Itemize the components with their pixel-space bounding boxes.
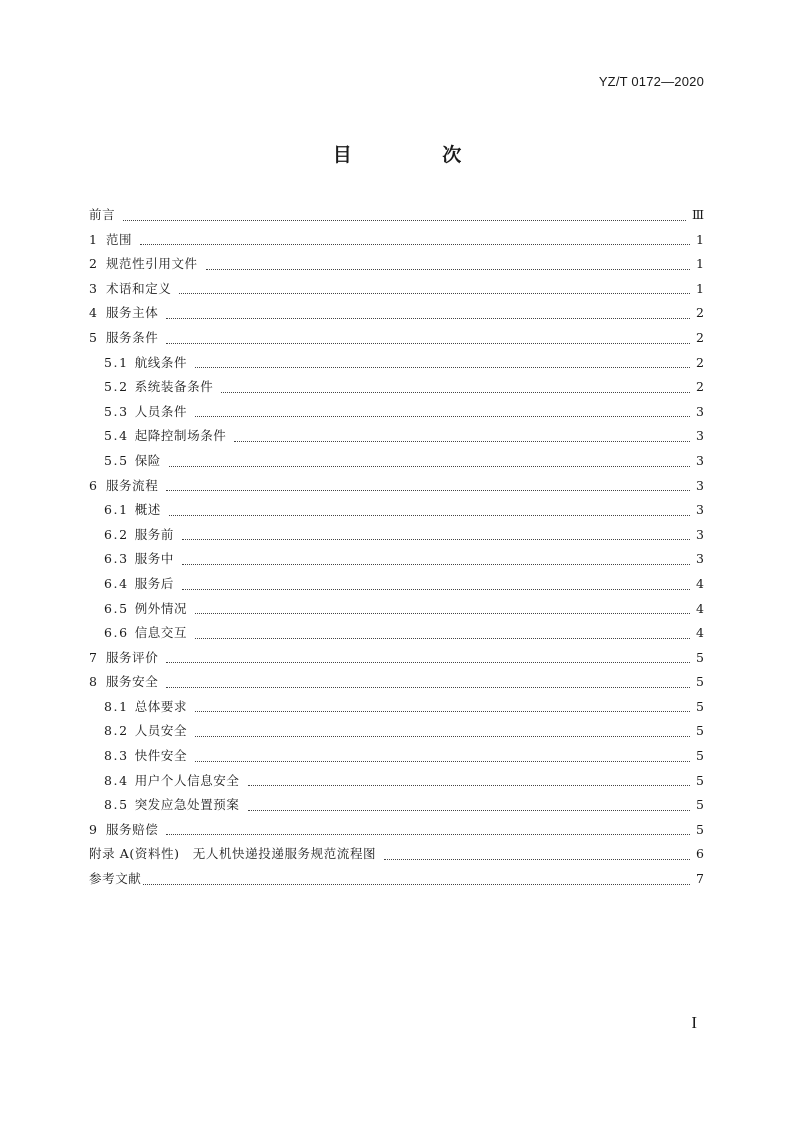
toc-entry-title: 服务评价 bbox=[105, 649, 159, 665]
toc-entry-number: 8.1 bbox=[104, 698, 129, 714]
toc-entry-number: 6.5 bbox=[104, 600, 129, 616]
toc-entry[interactable] bbox=[89, 449, 704, 474]
toc-entry-title: 总体要求 bbox=[134, 698, 188, 714]
toc-entry[interactable] bbox=[89, 670, 704, 695]
toc-entry-title: 起降控制场条件 bbox=[134, 428, 227, 444]
toc-entry-title: 范围 bbox=[105, 231, 133, 247]
toc-entry[interactable] bbox=[89, 597, 704, 622]
toc-entry-number: 8.5 bbox=[104, 797, 129, 813]
dot-leader bbox=[248, 810, 691, 811]
toc-entry-title: 服务安全 bbox=[105, 674, 159, 690]
toc-entry-page: 3 bbox=[696, 551, 704, 567]
toc-entry-page: 2 bbox=[696, 329, 704, 345]
toc-entry-title: 附录 A(资料性) 无人机快递投递服务规范流程图 bbox=[89, 846, 377, 862]
toc-entry-page: 3 bbox=[696, 526, 704, 542]
toc-entry[interactable] bbox=[89, 867, 704, 892]
standard-code: YZ/T 0172—2020 bbox=[598, 74, 704, 89]
toc-entry-page: 2 bbox=[696, 354, 704, 370]
dot-leader bbox=[166, 490, 690, 491]
dot-leader bbox=[166, 318, 690, 319]
toc-entry[interactable] bbox=[89, 203, 704, 228]
toc-entry-number: 3 bbox=[89, 280, 97, 296]
toc-entry-page: 3 bbox=[696, 502, 704, 518]
toc-entry-number: 6.1 bbox=[104, 502, 129, 518]
dot-leader bbox=[195, 367, 690, 368]
toc-entry-number: 2 bbox=[89, 256, 97, 272]
toc-entry-number: 5.1 bbox=[104, 354, 129, 370]
toc-entry[interactable] bbox=[89, 572, 704, 597]
toc-entry-number: 1 bbox=[89, 231, 97, 247]
toc-entry-page: 2 bbox=[696, 379, 704, 395]
table-of-contents bbox=[89, 203, 704, 892]
dot-leader bbox=[195, 711, 690, 712]
toc-entry[interactable] bbox=[89, 646, 704, 671]
toc-entry-number: 8.4 bbox=[104, 772, 129, 788]
toc-entry-number: 5.5 bbox=[104, 452, 129, 468]
toc-entry-page: 4 bbox=[696, 625, 704, 641]
toc-entry-number: 6.4 bbox=[104, 575, 129, 591]
dot-leader bbox=[166, 687, 690, 688]
toc-entry-title: 人员安全 bbox=[134, 723, 188, 739]
toc-entry-page: 5 bbox=[696, 674, 704, 690]
toc-entry[interactable] bbox=[89, 842, 704, 867]
dot-leader bbox=[195, 761, 690, 762]
toc-entry[interactable] bbox=[89, 252, 704, 277]
toc-entry-page: 2 bbox=[696, 305, 704, 321]
toc-entry[interactable] bbox=[89, 719, 704, 744]
toc-entry-title: 服务后 bbox=[134, 575, 174, 591]
toc-entry-title: 服务条件 bbox=[105, 329, 159, 345]
dot-leader bbox=[195, 416, 690, 417]
dot-leader bbox=[182, 539, 690, 540]
toc-entry-title: 人员条件 bbox=[134, 403, 188, 419]
toc-entry[interactable] bbox=[89, 277, 704, 302]
toc-entry[interactable] bbox=[89, 523, 704, 548]
toc-entry-title: 突发应急处置预案 bbox=[134, 797, 240, 813]
toc-entry[interactable] bbox=[89, 769, 704, 794]
toc-entry-title: 保险 bbox=[134, 452, 161, 468]
toc-entry[interactable] bbox=[89, 400, 704, 425]
dot-leader bbox=[195, 736, 690, 737]
toc-entry[interactable] bbox=[89, 375, 704, 400]
toc-entry-title: 规范性引用文件 bbox=[105, 256, 198, 272]
toc-entry[interactable] bbox=[89, 547, 704, 572]
toc-entry-number: 7 bbox=[89, 649, 97, 665]
toc-entry-title: 快件安全 bbox=[134, 748, 188, 764]
dot-leader bbox=[182, 589, 690, 590]
toc-entry-page: 5 bbox=[696, 821, 704, 837]
toc-entry-page: 5 bbox=[696, 723, 704, 739]
toc-entry-page: Ⅲ bbox=[691, 207, 704, 222]
toc-entry[interactable] bbox=[89, 474, 704, 499]
toc-entry-number: 5.2 bbox=[104, 379, 129, 395]
dot-leader bbox=[195, 638, 690, 639]
toc-entry-page: 6 bbox=[696, 846, 704, 862]
dot-leader bbox=[182, 564, 690, 565]
toc-entry-title: 服务主体 bbox=[105, 305, 159, 321]
toc-entry[interactable] bbox=[89, 424, 704, 449]
toc-entry-title: 服务流程 bbox=[105, 477, 159, 493]
toc-entry-page: 1 bbox=[696, 231, 704, 247]
toc-entry-number: 6.2 bbox=[104, 526, 129, 542]
dot-leader bbox=[166, 343, 690, 344]
toc-entry-title: 系统装备条件 bbox=[134, 379, 214, 395]
dot-leader bbox=[234, 441, 690, 442]
toc-entry[interactable] bbox=[89, 326, 704, 351]
dot-leader bbox=[206, 269, 690, 270]
toc-entry-page: 4 bbox=[696, 575, 704, 591]
toc-entry-number: 9 bbox=[89, 821, 97, 837]
toc-entry-title: 术语和定义 bbox=[105, 280, 172, 296]
toc-entry-page: 3 bbox=[696, 403, 704, 419]
toc-entry-page: 4 bbox=[696, 600, 704, 616]
toc-entry[interactable] bbox=[89, 351, 704, 376]
toc-entry-number: 6.3 bbox=[104, 551, 129, 567]
toc-entry-title: 用户个人信息安全 bbox=[134, 772, 240, 788]
toc-entry-title: 参考文献 bbox=[89, 871, 142, 887]
toc-entry[interactable] bbox=[89, 498, 704, 523]
page-title: 目 次 bbox=[332, 144, 504, 166]
toc-entry-title: 例外情况 bbox=[134, 600, 188, 616]
toc-entry-page: 5 bbox=[696, 649, 704, 665]
toc-entry-number: 8.3 bbox=[104, 748, 129, 764]
toc-entry[interactable] bbox=[89, 793, 704, 818]
toc-entry-title: 服务前 bbox=[134, 526, 174, 542]
toc-entry-number: 8 bbox=[89, 674, 97, 690]
toc-entry-title: 信息交互 bbox=[134, 625, 188, 641]
dot-leader bbox=[384, 859, 690, 860]
dot-leader bbox=[221, 392, 690, 393]
toc-entry[interactable] bbox=[89, 695, 704, 720]
toc-entry-number: 5.4 bbox=[104, 428, 129, 444]
toc-entry-page: 5 bbox=[696, 797, 704, 813]
toc-entry-page: 5 bbox=[696, 698, 704, 714]
toc-entry-title: 概述 bbox=[134, 502, 161, 518]
dot-leader bbox=[248, 785, 691, 786]
toc-entry-page: 7 bbox=[696, 871, 704, 887]
toc-entry-title: 航线条件 bbox=[134, 354, 188, 370]
dot-leader bbox=[140, 244, 690, 245]
dot-leader bbox=[195, 613, 690, 614]
dot-leader bbox=[169, 466, 690, 467]
toc-entry-page: 5 bbox=[696, 748, 704, 764]
dot-leader bbox=[166, 662, 690, 663]
dot-leader bbox=[169, 515, 690, 516]
toc-entry-number: 6 bbox=[89, 477, 97, 493]
dot-leader bbox=[143, 884, 690, 885]
toc-entry[interactable] bbox=[89, 744, 704, 769]
toc-entry-page: 5 bbox=[696, 772, 704, 788]
page-number: I bbox=[691, 1013, 697, 1032]
toc-entry[interactable] bbox=[89, 301, 704, 326]
toc-entry-number: 4 bbox=[89, 305, 97, 321]
toc-entry-title: 前言 bbox=[89, 207, 116, 222]
toc-entry[interactable] bbox=[89, 621, 704, 646]
toc-entry-title: 服务中 bbox=[134, 551, 174, 567]
toc-entry-page: 3 bbox=[696, 452, 704, 468]
toc-entry-page: 1 bbox=[696, 256, 704, 272]
toc-entry-number: 6.6 bbox=[104, 625, 129, 641]
toc-entry-page: 1 bbox=[696, 280, 704, 296]
toc-entry-number: 5.3 bbox=[104, 403, 129, 419]
dot-leader bbox=[179, 293, 690, 294]
toc-entry-page: 3 bbox=[696, 428, 704, 444]
toc-entry-title: 服务赔偿 bbox=[105, 821, 159, 837]
toc-entry[interactable] bbox=[89, 228, 704, 253]
toc-entry-number: 5 bbox=[89, 329, 97, 345]
dot-leader bbox=[166, 834, 690, 835]
toc-entry[interactable] bbox=[89, 818, 704, 843]
toc-entry-page: 3 bbox=[696, 477, 704, 493]
toc-entry-number: 8.2 bbox=[104, 723, 129, 739]
dot-leader bbox=[123, 220, 686, 221]
